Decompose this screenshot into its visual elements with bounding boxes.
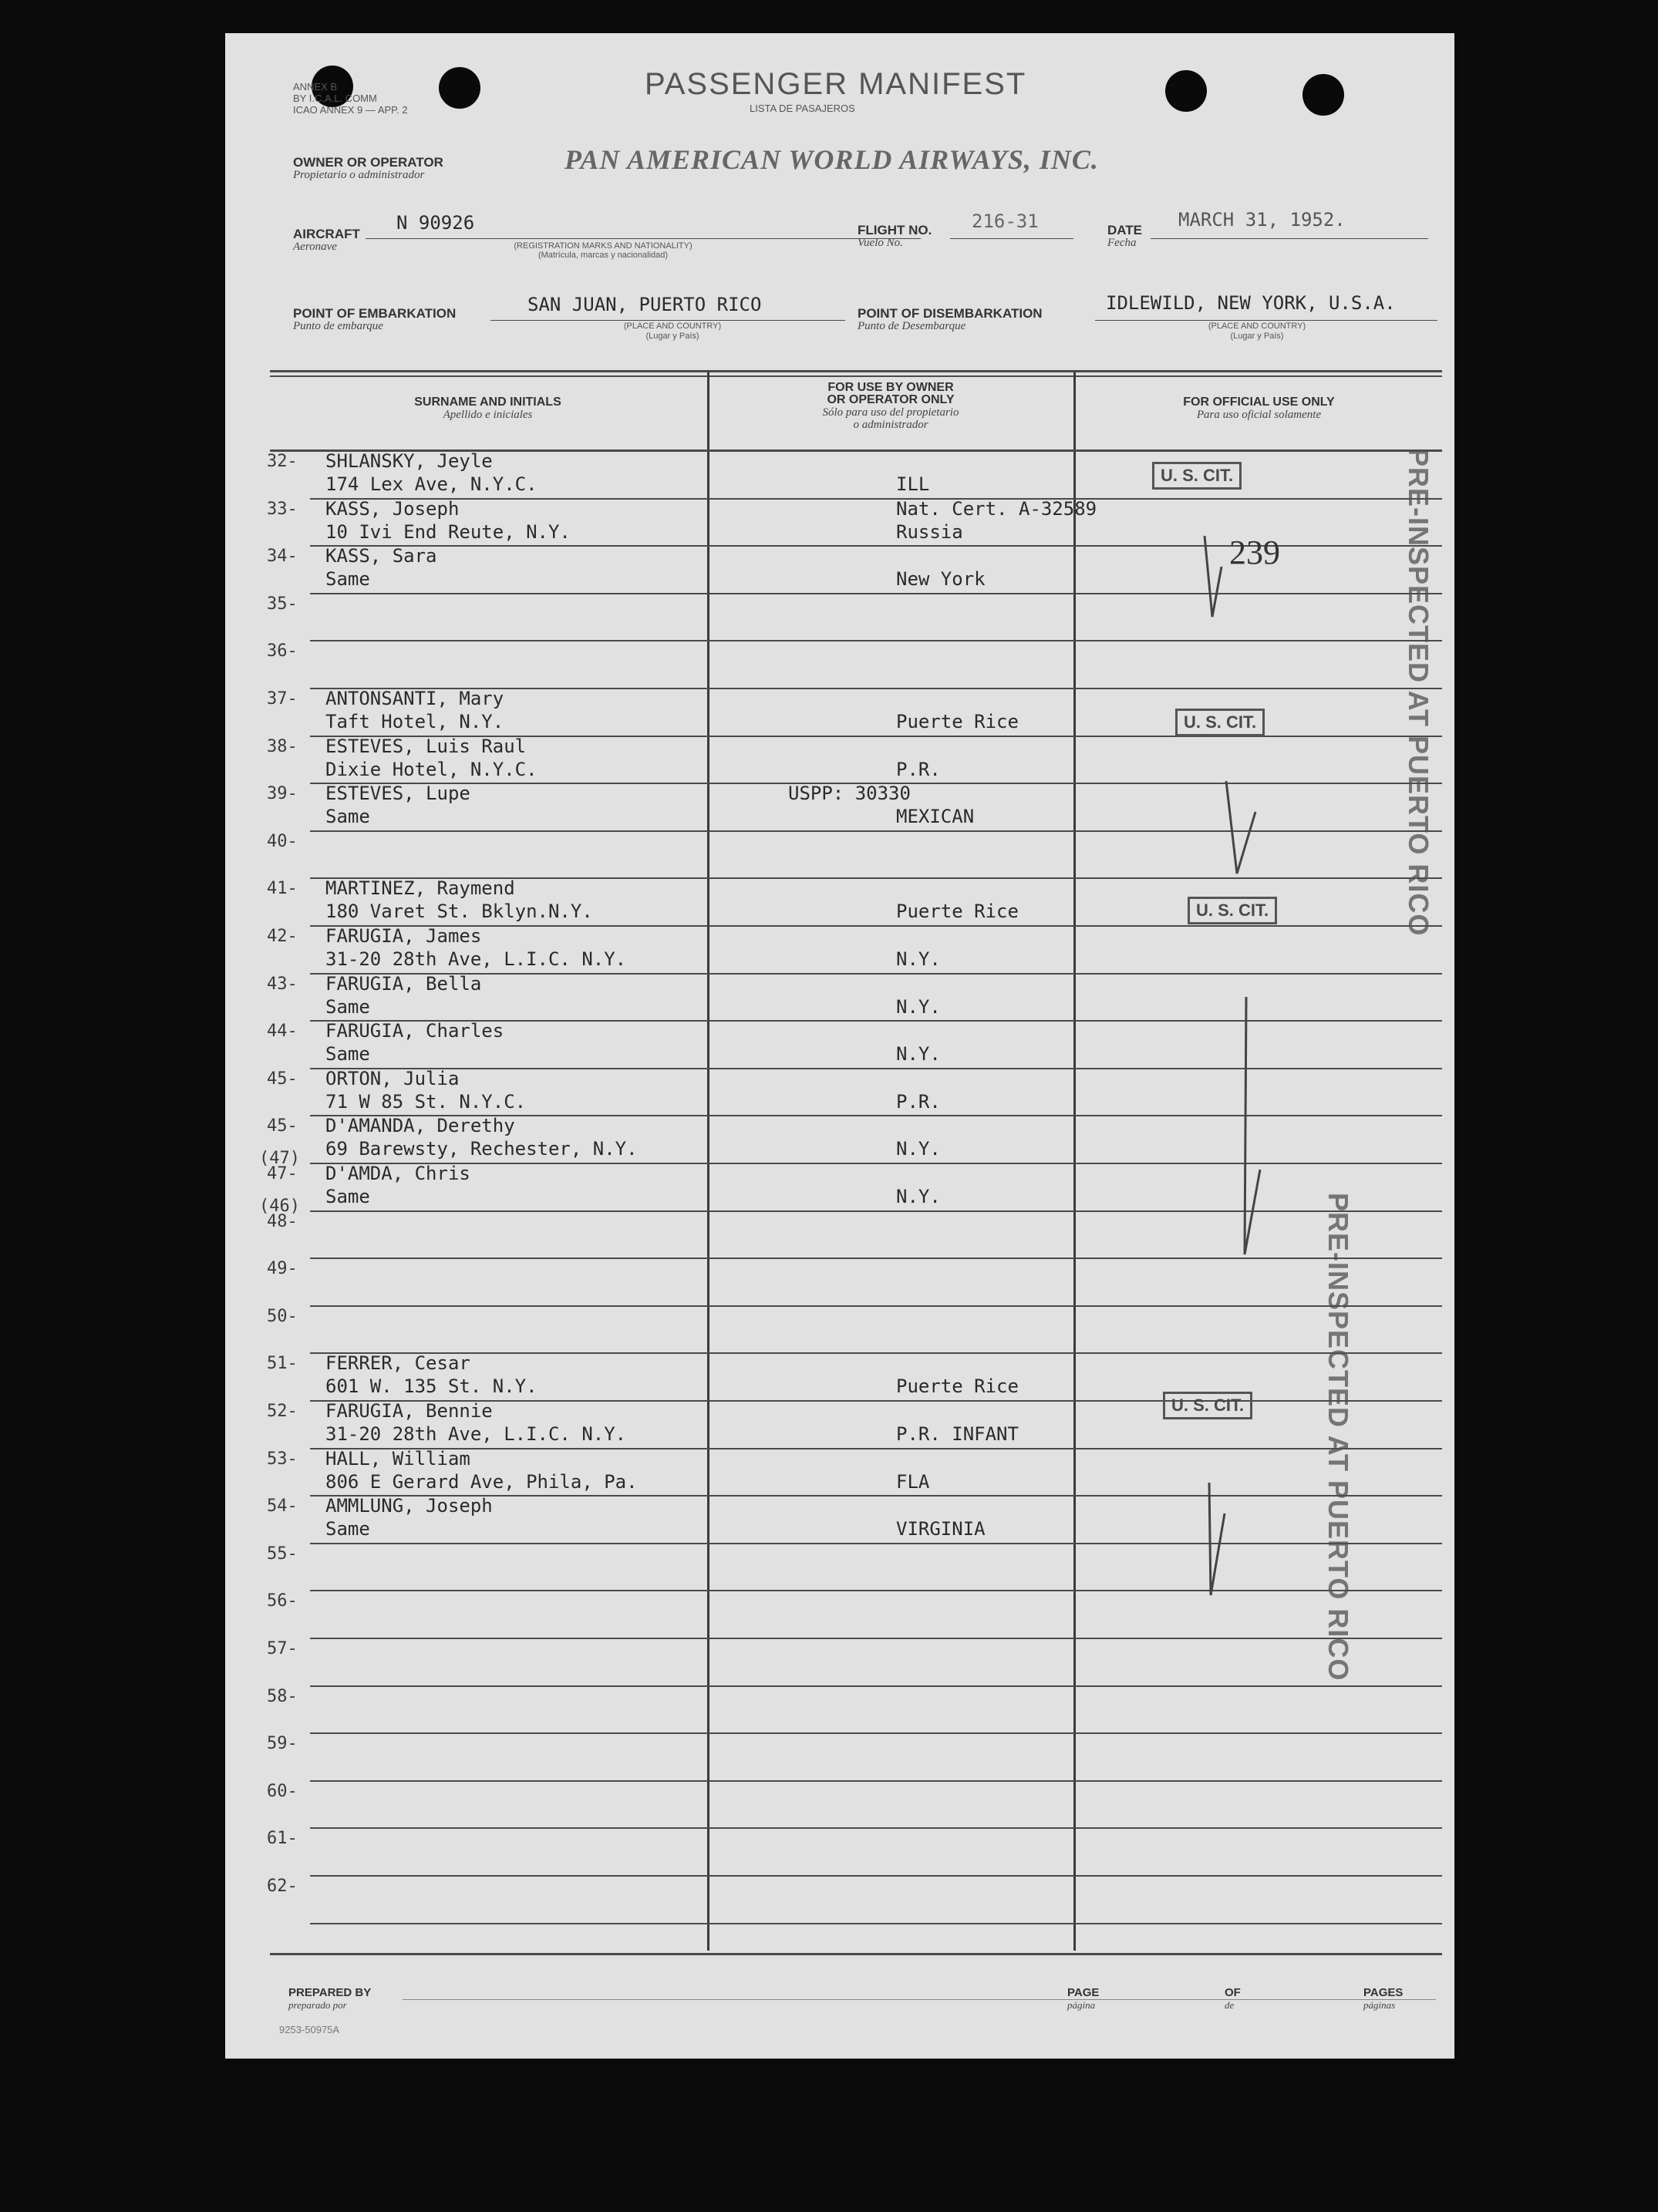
column-header-surname: SURNAME AND INITIALS Apellido e iniciales [414, 396, 561, 421]
passenger-address: 31-20 28th Ave, L.I.C. N.Y. [325, 1423, 627, 1445]
operator-origin: ILL [896, 473, 930, 495]
row-number: 40- [267, 831, 298, 851]
date-label: DATE Fecha [1107, 223, 1143, 249]
aircraft-label: AIRCRAFT Aeronave [293, 227, 360, 253]
check-mark-icon [1198, 505, 1245, 621]
embarkation-caption: (PLACE AND COUNTRY) (Lugar y País) [623, 322, 722, 341]
us-citizen-stamp: U. S. CIT. [1163, 1392, 1252, 1419]
page-title: PASSENGER MANIFEST [645, 67, 1027, 101]
manifest-sheet [225, 33, 1454, 2059]
table-row [225, 972, 1454, 1022]
row-number: 37- [267, 689, 298, 709]
row-number: 33- [267, 499, 298, 519]
operator-origin: Puerte Rice [896, 711, 1019, 732]
table-row [225, 1877, 1454, 1924]
table-row [225, 1402, 1454, 1449]
page-subtitle: LISTA DE PASAJEROS [750, 103, 855, 114]
us-citizen-stamp: U. S. CIT. [1188, 897, 1277, 924]
row-rule [310, 1923, 1442, 1924]
passenger-name: ORTON, Julia [325, 1067, 460, 1089]
row-number: 55- [267, 1544, 298, 1564]
of-label: OF de [1225, 1986, 1241, 2011]
passenger-name: ESTEVES, Luis Raul [325, 735, 527, 757]
operator-origin: New York [896, 568, 986, 591]
passenger-address: Same [325, 568, 370, 591]
operator-origin: Puerte Rice [896, 1375, 1019, 1398]
passenger-address: Taft Hotel, N.Y. [325, 711, 504, 732]
table-top-rule [270, 370, 1442, 372]
operator-origin: FLA [896, 1470, 930, 1493]
table-row [225, 1259, 1454, 1307]
owner-value: PAN AMERICAN WORLD AIRWAYS, INC. [564, 144, 1099, 175]
operator-origin: P.R. INFANT [896, 1423, 1019, 1445]
row-number: 36- [267, 641, 298, 662]
table-row [225, 1782, 1454, 1830]
passenger-name: KASS, Sara [325, 545, 437, 567]
aircraft-caption: (REGISTRATION MARKS AND NATIONALITY) (Matrícula, marcas y nacionalidad) [514, 241, 693, 260]
passenger-address: Same [325, 1043, 370, 1066]
prepared-by-label: PREPARED BY preparado por [288, 1986, 372, 2011]
date-value: MARCH 31, 1952. [1178, 209, 1346, 231]
table-row [225, 1307, 1454, 1355]
table-row [225, 784, 1454, 832]
row-number: 43- [267, 974, 298, 994]
disembarkation-value: IDLEWILD, NEW YORK, U.S.A. [1106, 292, 1396, 314]
table-row [225, 1069, 1454, 1117]
passenger-address: 31-20 28th Ave, L.I.C. N.Y. [325, 948, 627, 970]
passenger-address: Same [325, 995, 370, 1018]
row-number: 38- [267, 736, 298, 756]
table-row [225, 1687, 1454, 1735]
passenger-name: ANTONSANTI, Mary [325, 688, 504, 709]
us-citizen-stamp: U. S. CIT. [1152, 462, 1242, 490]
operator-origin: P.R. [896, 758, 941, 780]
passenger-address: Same [325, 1186, 370, 1207]
owner-label: OWNER OR OPERATOR Propietario o administrador [293, 155, 443, 181]
table-row [225, 1734, 1454, 1782]
passenger-address: 10 Ivi End Reute, N.Y. [325, 520, 571, 543]
check-mark-icon [1220, 954, 1266, 1262]
passenger-address: Dixie Hotel, N.Y.C. [325, 758, 538, 780]
passenger-name: AMMLUNG, Joseph [325, 1495, 493, 1517]
row-number: 62- [267, 1877, 298, 1896]
row-number: 39- [267, 784, 298, 804]
operator-origin: N.Y. [896, 995, 941, 1018]
row-number: 42- [267, 927, 298, 946]
table-row [225, 1544, 1454, 1592]
passenger-name: FERRER, Cesar [325, 1352, 470, 1375]
table-bottom-rule [270, 1953, 1442, 1955]
table-row [225, 1497, 1454, 1544]
table-row [225, 1829, 1454, 1877]
passenger-name: FARUGIA, James [325, 925, 482, 947]
form-corner-note: ANNEX B BY I.C.A.L. COMM ICAO ANNEX 9 — APP. 2 [293, 81, 408, 116]
passenger-name: FARUGIA, Bennie [325, 1400, 493, 1422]
row-number: 45- [267, 1116, 298, 1136]
row-number: 59- [267, 1734, 298, 1754]
row-number: 57- [267, 1639, 298, 1658]
passenger-name: KASS, Joseph [325, 497, 460, 520]
passenger-name: SHLANSKY, Jeyle [325, 450, 493, 472]
passenger-address: 71 W 85 St. N.Y.C. [325, 1090, 527, 1113]
operator-note: USPP: 30330 [788, 783, 911, 805]
row-number: 60- [267, 1781, 298, 1801]
row-number: 47- [267, 1164, 298, 1183]
row-number: 61- [267, 1829, 298, 1849]
column-header-operator: FOR USE BY OWNER OR OPERATOR ONLY Sólo para uso del propietario o administrador [822, 381, 959, 431]
passenger-name: ESTEVES, Lupe [325, 783, 470, 805]
row-number: 52- [267, 1402, 298, 1421]
pages-label: PAGES páginas [1363, 1986, 1404, 2011]
table-row [225, 452, 1454, 500]
operator-origin: VIRGINIA [896, 1518, 986, 1540]
operator-origin: N.Y. [896, 1138, 941, 1160]
operator-origin: N.Y. [896, 1043, 941, 1066]
page-label: PAGE página [1067, 1986, 1100, 2011]
check-mark-icon [1222, 750, 1268, 881]
passenger-count-note: 239 [1229, 534, 1280, 571]
operator-origin: Puerte Rice [896, 901, 1019, 923]
table-row [225, 641, 1454, 689]
passenger-name: MARTINEZ, Raymend [325, 877, 515, 900]
table-row [225, 1639, 1454, 1687]
passenger-name: D'AMDA, Chris [325, 1163, 470, 1184]
passenger-address: 174 Lex Ave, N.Y.C. [325, 473, 538, 495]
row-number: 56- [267, 1591, 298, 1611]
us-citizen-stamp: U. S. CIT. [1175, 709, 1265, 736]
table-row [225, 1116, 1454, 1164]
punch-hole [1302, 74, 1344, 116]
row-number: 51- [267, 1354, 298, 1374]
passenger-name: HALL, William [325, 1447, 470, 1470]
row-number: 49- [267, 1259, 298, 1279]
table-row [225, 1164, 1454, 1212]
preinspected-stamp: PRE-INSPECTED AT PUERTO RICO [1323, 1193, 1354, 1682]
table-row [225, 927, 1454, 975]
check-mark-icon [1201, 1436, 1248, 1606]
form-code: 9253-50975A [279, 2024, 340, 2035]
passenger-name: D'AMANDA, Derethy [325, 1115, 515, 1137]
operator-note: Nat. Cert. A-32589 [896, 497, 1097, 520]
table-row [225, 737, 1454, 785]
table-row [225, 594, 1454, 642]
embarkation-label: POINT OF EMBARKATION Punto de embarque [293, 306, 457, 332]
row-number: 54- [267, 1497, 298, 1517]
punch-hole [439, 67, 480, 109]
aircraft-value: N 90926 [396, 212, 475, 234]
flight-label: FLIGHT NO. Vuelo No. [858, 223, 932, 249]
operator-origin: N.Y. [896, 1186, 941, 1207]
row-number: 34- [267, 547, 298, 567]
corrected-number: (46) [259, 1197, 300, 1216]
flight-value: 216-31 [972, 210, 1039, 232]
passenger-name: FARUGIA, Charles [325, 1020, 504, 1042]
embarkation-value: SAN JUAN, PUERTO RICO [527, 294, 762, 315]
disembarkation-caption: (PLACE AND COUNTRY) (Lugar y País) [1208, 322, 1306, 341]
table-row [225, 1449, 1454, 1497]
passenger-address: 69 Barewsty, Rechester, N.Y. [325, 1138, 638, 1160]
passenger-address: Same [325, 1518, 370, 1540]
preinspected-stamp: PRE-INSPECTED AT PUERTO RICO [1403, 448, 1434, 937]
passenger-address: Same [325, 806, 370, 828]
row-number: 45- [267, 1069, 298, 1089]
row-number: 41- [267, 879, 298, 899]
passenger-address: 180 Varet St. Bklyn.N.Y. [325, 901, 593, 923]
table-row [225, 832, 1454, 880]
table-row [225, 1591, 1454, 1639]
table-row [225, 689, 1454, 737]
row-number: 44- [267, 1022, 298, 1042]
operator-origin: Russia [896, 520, 963, 543]
disembarkation-label: POINT OF DISEMBARKATION Punto de Desembarque [858, 306, 1043, 332]
table-row [225, 1354, 1454, 1402]
punch-hole [1165, 70, 1207, 112]
row-number: 48- [267, 1211, 298, 1231]
row-number: 50- [267, 1306, 298, 1326]
passenger-name: FARUGIA, Bella [325, 972, 482, 995]
row-number: 53- [267, 1449, 298, 1469]
row-number: 35- [267, 594, 298, 614]
row-number: 32- [267, 452, 298, 471]
passenger-address: 601 W. 135 St. N.Y. [325, 1375, 538, 1398]
operator-origin: N.Y. [896, 948, 941, 970]
operator-origin: MEXICAN [896, 806, 975, 828]
table-row [225, 1022, 1454, 1069]
corrected-number: (47) [259, 1149, 300, 1168]
operator-origin: P.R. [896, 1090, 941, 1113]
column-header-official: FOR OFFICIAL USE ONLY Para uso oficial solamente [1183, 396, 1335, 421]
passenger-address: 806 E Gerard Ave, Phila, Pa. [325, 1470, 638, 1493]
row-number: 58- [267, 1686, 298, 1706]
table-row [225, 1212, 1454, 1260]
